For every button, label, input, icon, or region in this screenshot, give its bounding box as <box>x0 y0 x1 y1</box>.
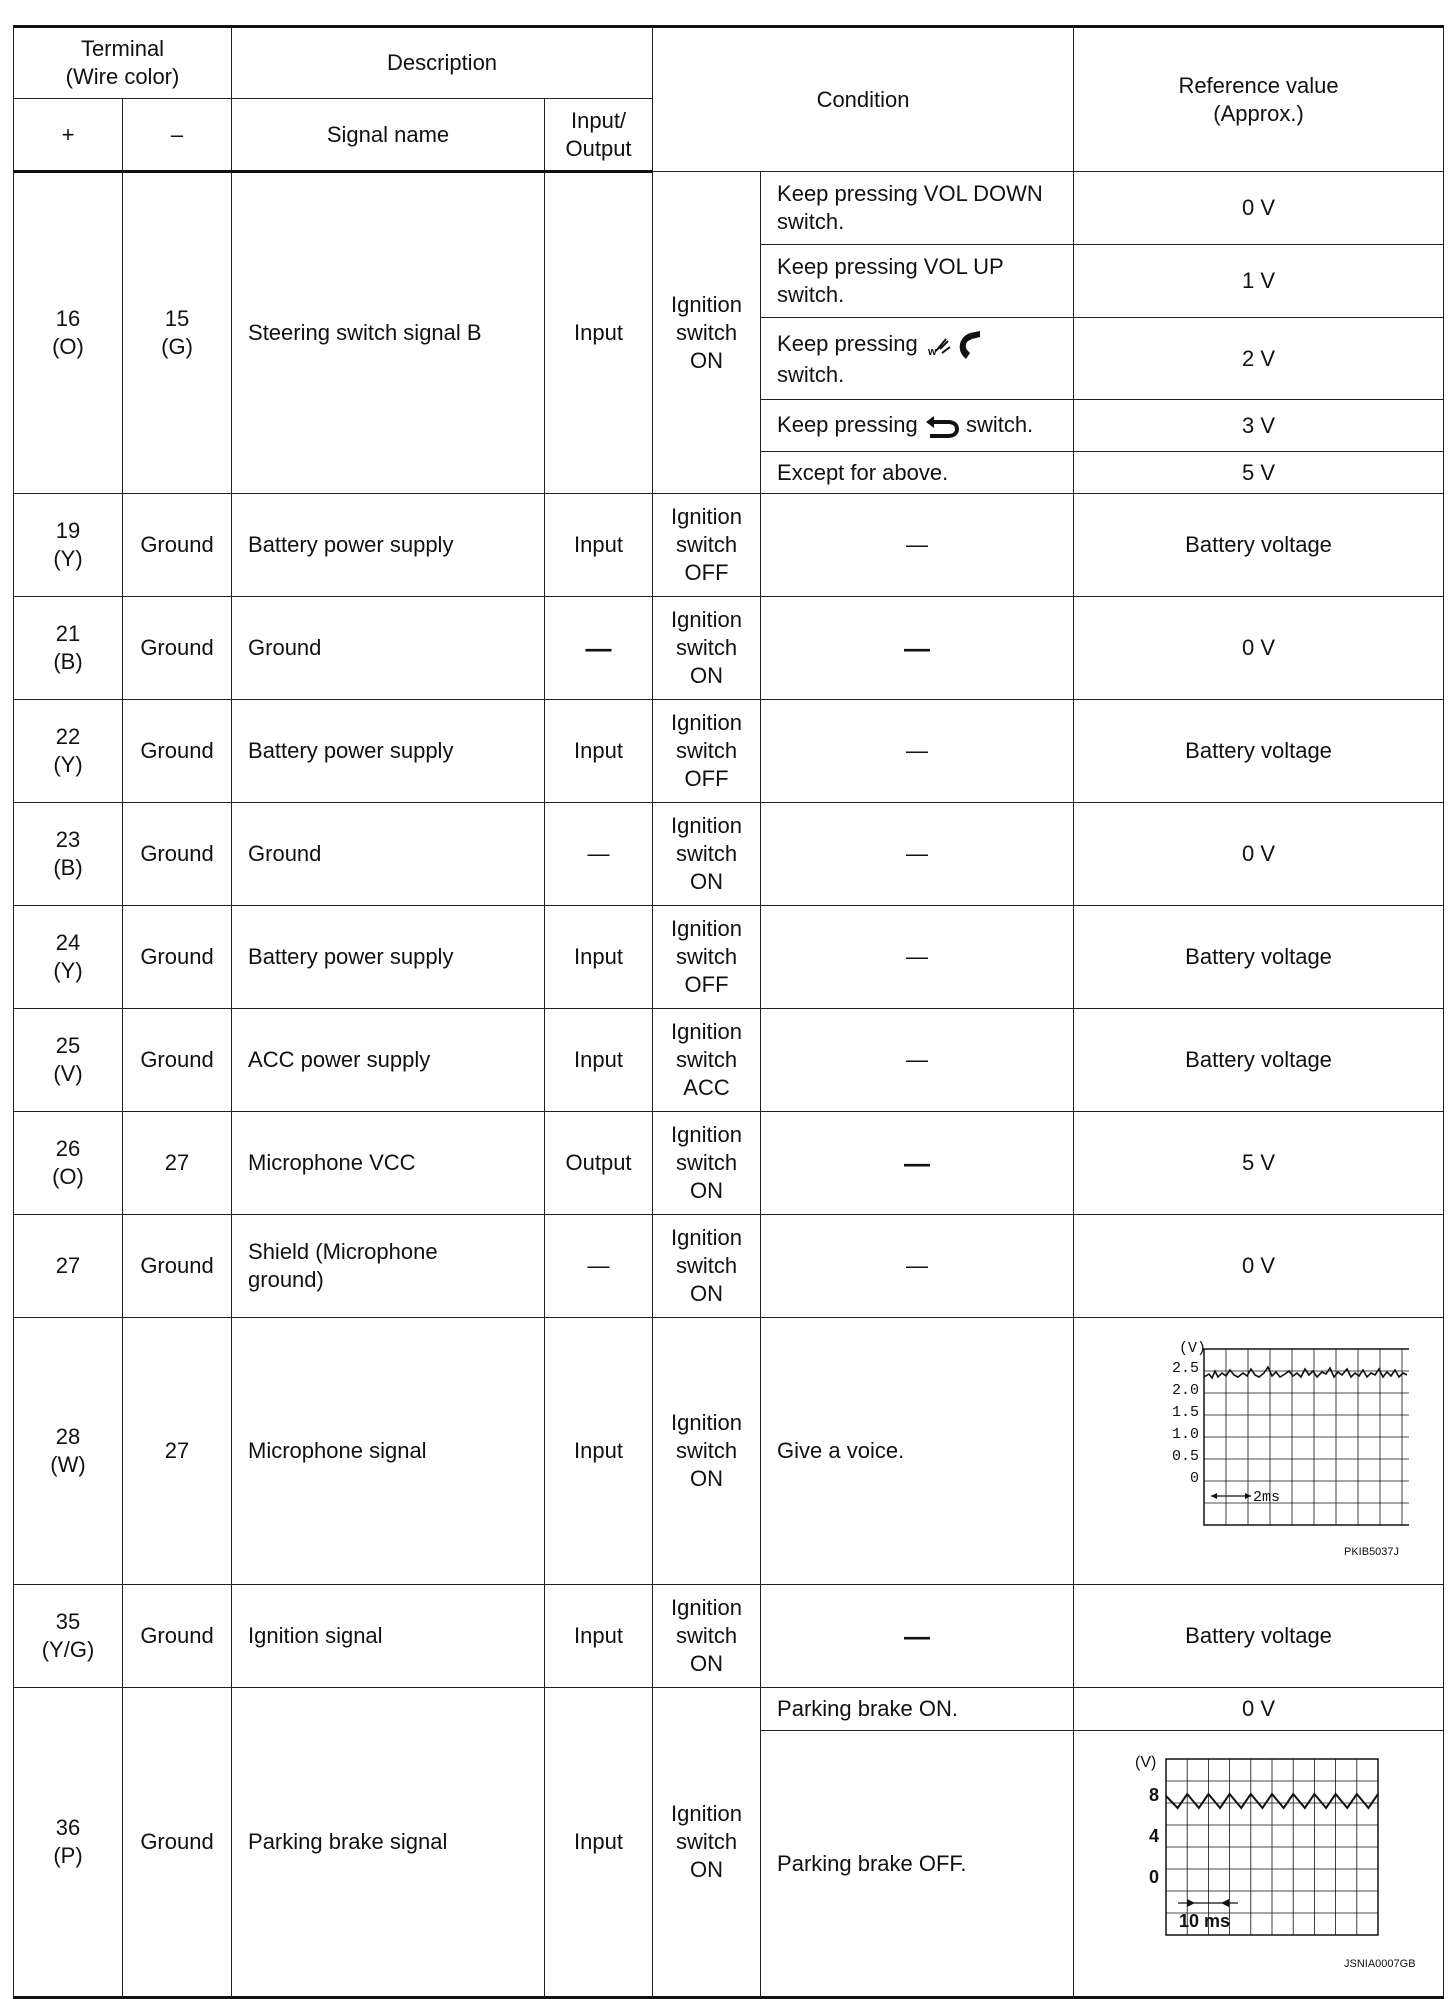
terminal-minus: Ground <box>123 1585 232 1688</box>
signal-io: — <box>545 1215 653 1318</box>
reference-value: 0 V <box>1074 172 1444 245</box>
condition-sub: Except for above. <box>761 452 1074 494</box>
condition-main: Ignition switch ON <box>653 1688 761 1998</box>
header-io: Input/ Output <box>545 99 653 172</box>
condition-sub: — <box>761 597 1074 700</box>
signal-io: — <box>545 597 653 700</box>
scope-caption: PKIB5037J <box>1343 1545 1399 1558</box>
terminal-table <box>13 25 1444 1999</box>
scope-time-label: 2ms <box>1252 1488 1280 1506</box>
reference-value: Battery voltage <box>1074 700 1444 803</box>
terminal-plus: 24 (Y) <box>14 906 123 1009</box>
condition-sub: Parking brake OFF. <box>761 1731 1074 1998</box>
condition-sub: — <box>761 494 1074 597</box>
terminal-minus: 15 (G) <box>123 172 232 494</box>
scope-tick-label: 0.5 <box>1171 1447 1199 1465</box>
table-row <box>14 1585 1444 1688</box>
signal-name: Ground <box>232 597 545 700</box>
reference-value: Battery voltage <box>1074 906 1444 1009</box>
terminal-plus: 25 (V) <box>14 1009 123 1112</box>
signal-io: Input <box>545 494 653 597</box>
terminal-plus: 28 (W) <box>14 1318 123 1585</box>
terminal-plus: 22 (Y) <box>14 700 123 803</box>
condition-text: switch. <box>777 361 845 387</box>
condition-sub: Keep pressing VOL UP switch. <box>761 245 1074 318</box>
condition-sub: — <box>761 1009 1074 1112</box>
reference-value: 5 V <box>1074 1112 1444 1215</box>
parking-brake-waveform <box>1089 1745 1429 1975</box>
signal-io: Output <box>545 1112 653 1215</box>
header-reference: Reference value (Approx.) <box>1074 27 1444 172</box>
signal-name: Steering switch signal B <box>232 172 545 494</box>
condition-main: Ignition switch ON <box>653 172 761 494</box>
voice-phone-icon <box>924 329 990 361</box>
header-condition: Condition <box>653 27 1074 172</box>
terminal-minus: 27 <box>123 1112 232 1215</box>
reference-value: Battery voltage <box>1074 1585 1444 1688</box>
header-plus: + <box>14 99 123 172</box>
signal-io: Input <box>545 1009 653 1112</box>
terminal-minus: 27 <box>123 1318 232 1585</box>
reference-value: 0 V <box>1074 597 1444 700</box>
condition-main: Ignition switch OFF <box>653 494 761 597</box>
condition-main: Ignition switch ON <box>653 1112 761 1215</box>
reference-value: 3 V <box>1074 400 1444 452</box>
table-row <box>14 803 1444 906</box>
table-row <box>14 1112 1444 1215</box>
terminal-minus: Ground <box>123 803 232 906</box>
reference-value: 5 V <box>1074 452 1444 494</box>
signal-name: Parking brake signal <box>232 1688 545 1998</box>
scope-tick-label: 2.5 <box>1171 1359 1199 1377</box>
reference-value: 0 V <box>1074 1688 1444 1731</box>
condition-main: Ignition switch OFF <box>653 906 761 1009</box>
table-row <box>14 494 1444 597</box>
condition-sub <box>761 318 1074 400</box>
table-row <box>14 1688 1444 1731</box>
reference-value: 1 V <box>1074 245 1444 318</box>
table-row <box>14 906 1444 1009</box>
terminal-plus: 16 (O) <box>14 172 123 494</box>
terminal-minus: Ground <box>123 494 232 597</box>
condition-main: Ignition switch ON <box>653 1585 761 1688</box>
table-row <box>14 1215 1444 1318</box>
terminal-plus: 26 (O) <box>14 1112 123 1215</box>
reference-value: Battery voltage <box>1074 494 1444 597</box>
header-signal-name: Signal name <box>232 99 545 172</box>
signal-name: Microphone signal <box>232 1318 545 1585</box>
header-description: Description <box>232 27 653 99</box>
terminal-minus: Ground <box>123 700 232 803</box>
scope-tick-label: 8 <box>1148 1785 1159 1805</box>
svg-text:w: w <box>927 345 937 358</box>
terminal-plus: 35 (Y/G) <box>14 1585 123 1688</box>
scope-time-label: 10 ms <box>1178 1911 1230 1931</box>
signal-name: Ignition signal <box>232 1585 545 1688</box>
signal-name: Battery power supply <box>232 700 545 803</box>
signal-name: Ground <box>232 803 545 906</box>
condition-text: Keep pressing <box>777 411 918 437</box>
condition-text: switch. <box>965 411 1034 437</box>
table-row <box>14 172 1444 245</box>
signal-io: — <box>545 803 653 906</box>
signal-name: Battery power supply <box>232 906 545 1009</box>
condition-sub <box>761 400 1074 452</box>
table-row <box>14 700 1444 803</box>
reference-value <box>1074 1318 1444 1585</box>
terminal-minus: Ground <box>123 1009 232 1112</box>
scope-tick-label: 0 <box>1148 1867 1159 1887</box>
condition-sub: — <box>761 906 1074 1009</box>
reference-value: 0 V <box>1074 803 1444 906</box>
signal-name: Battery power supply <box>232 494 545 597</box>
condition-main: Ignition switch ACC <box>653 1009 761 1112</box>
condition-sub: Give a voice. <box>761 1318 1074 1585</box>
condition-sub: — <box>761 1215 1074 1318</box>
reference-value: 2 V <box>1074 318 1444 400</box>
terminal-minus: Ground <box>123 1215 232 1318</box>
terminal-minus: Ground <box>123 906 232 1009</box>
terminal-plus: 19 (Y) <box>14 494 123 597</box>
condition-main: Ignition switch ON <box>653 1215 761 1318</box>
signal-io: Input <box>545 700 653 803</box>
terminal-plus: 27 <box>14 1215 123 1318</box>
condition-sub: — <box>761 1585 1074 1688</box>
scope-tick-label: 1.5 <box>1171 1403 1199 1421</box>
header-terminal: Terminal (Wire color) <box>14 27 232 99</box>
reference-value: 0 V <box>1074 1215 1444 1318</box>
terminal-plus: 36 (P) <box>14 1688 123 1998</box>
scope-unit: (V) <box>1178 1339 1206 1357</box>
signal-io: Input <box>545 1585 653 1688</box>
reference-value: Battery voltage <box>1074 1009 1444 1112</box>
signal-io: Input <box>545 1318 653 1585</box>
table-row <box>14 597 1444 700</box>
signal-name: Microphone VCC <box>232 1112 545 1215</box>
condition-main: Ignition switch ON <box>653 803 761 906</box>
scope-tick-label: 4 <box>1148 1826 1159 1846</box>
reference-value <box>1074 1731 1444 1998</box>
terminal-plus: 21 (B) <box>14 597 123 700</box>
signal-name: ACC power supply <box>232 1009 545 1112</box>
scope-tick-label: 2.0 <box>1171 1381 1199 1399</box>
condition-sub: — <box>761 803 1074 906</box>
condition-sub: — <box>761 1112 1074 1215</box>
signal-name: Shield (Microphone ground) <box>232 1215 545 1318</box>
table-row <box>14 1009 1444 1112</box>
terminal-plus: 23 (B) <box>14 803 123 906</box>
condition-sub: Keep pressing VOL DOWN switch. <box>761 172 1074 245</box>
signal-io: Input <box>545 1688 653 1998</box>
condition-main: Ignition switch ON <box>653 597 761 700</box>
condition-sub: — <box>761 700 1074 803</box>
condition-main: Ignition switch ON <box>653 1318 761 1585</box>
condition-sub: Parking brake ON. <box>761 1688 1074 1731</box>
table-row <box>14 1318 1444 1585</box>
scope-unit: (V) <box>1134 1754 1156 1771</box>
scope-tick-label: 0 <box>1189 1469 1199 1487</box>
signal-io: Input <box>545 906 653 1009</box>
microphone-waveform <box>1109 1333 1409 1563</box>
condition-main: Ignition switch OFF <box>653 700 761 803</box>
header-minus: – <box>123 99 232 172</box>
terminal-minus: Ground <box>123 1688 232 1998</box>
back-arrow-icon <box>924 412 960 440</box>
terminal-minus: Ground <box>123 597 232 700</box>
signal-io: Input <box>545 172 653 494</box>
scope-caption: JSNIA0007GB <box>1343 1958 1416 1970</box>
condition-text: Keep pressing <box>777 330 918 356</box>
scope-tick-label: 1.0 <box>1171 1425 1199 1443</box>
